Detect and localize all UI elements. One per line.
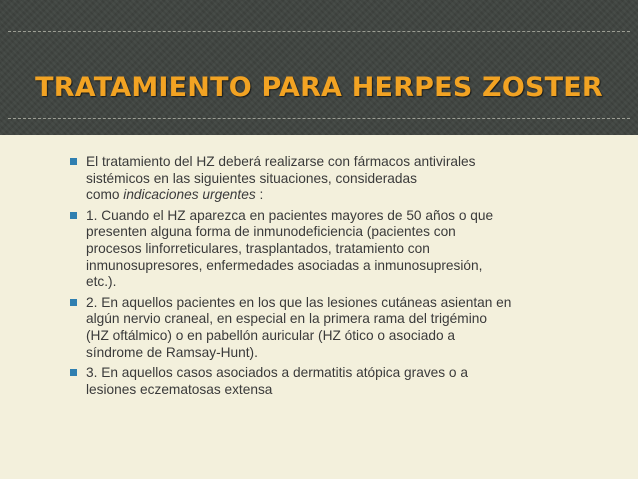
banner-stitch-top bbox=[8, 31, 630, 32]
bullet-line: El tratamiento del HZ deberá realizarse con fármacos antivirales bbox=[86, 154, 476, 169]
title-banner bbox=[0, 0, 638, 135]
bullet-item-3 bbox=[70, 365, 570, 398]
bullet-line: etc.). bbox=[86, 274, 117, 290]
bullet-line: inmunosupresores, enfermedades asociadas a inmunosupresión, bbox=[86, 257, 483, 273]
bullet-line: (HZ oftálmico) o en pabellón auricular (HZ ótico o asociado a bbox=[86, 327, 455, 343]
bullet-text: como bbox=[86, 187, 124, 203]
bullet-line: síndrome de Ramsay-Hunt). bbox=[86, 344, 258, 360]
slide-title: TRATAMIENTO PARA HERPES ZOSTER bbox=[35, 72, 603, 103]
banner-stitch-bottom bbox=[8, 118, 630, 119]
bullet-item-1 bbox=[70, 208, 570, 291]
bullet-line: presenten alguna forma de inmunodeficiencia (pacientes con bbox=[86, 224, 456, 240]
bullet-line: lesiones eczematosas extensa bbox=[86, 381, 273, 397]
bullet-line: 1. Cuando el HZ aparezca en pacientes mayores de 50 años o que bbox=[86, 207, 494, 223]
bullet-line: sistémicos en las siguientes situaciones, consideradas bbox=[86, 170, 417, 186]
bullet-line bbox=[86, 187, 570, 204]
bullet-item-2 bbox=[70, 295, 570, 361]
bullet-text: : bbox=[255, 187, 264, 203]
bullet-item-intro bbox=[70, 154, 570, 204]
bullet-line: 3. En aquellos casos asociados a dermatitis atópica graves o a bbox=[86, 365, 468, 381]
square-bullet-icon bbox=[70, 299, 77, 306]
emphasis-text: indicaciones urgentes bbox=[123, 187, 256, 203]
bullet-line: algún nervio craneal, en especial en la primera rama del trigémino bbox=[86, 311, 487, 327]
bullet-line: procesos linforreticulares, trasplantados, tratamiento con bbox=[86, 240, 430, 256]
bullet-line: 2. En aquellos pacientes en los que las lesiones cutáneas asientan en bbox=[86, 294, 512, 310]
square-bullet-icon bbox=[70, 158, 77, 165]
square-bullet-icon bbox=[70, 369, 77, 376]
bullet-list bbox=[70, 154, 570, 402]
square-bullet-icon bbox=[70, 212, 77, 219]
